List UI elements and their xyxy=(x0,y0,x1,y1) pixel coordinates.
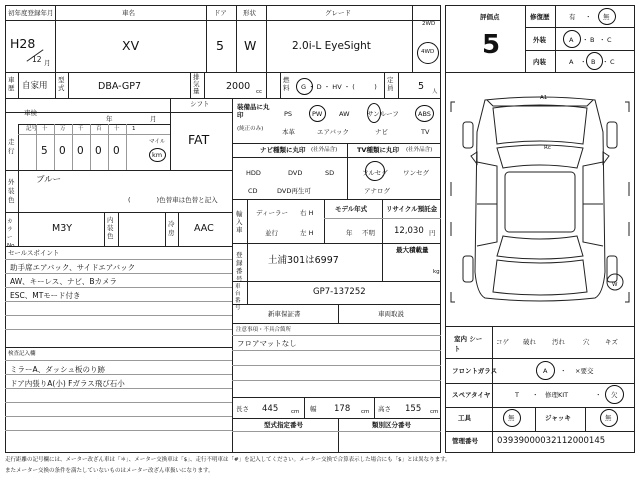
ac-label: 冷房 xyxy=(168,220,175,237)
import-parallel: 並行 xyxy=(265,229,278,237)
owner-manual: 車両取説 xyxy=(378,310,404,318)
exterior-opt-dot1: ・ xyxy=(582,36,589,44)
mileage-col-head: 十 xyxy=(114,126,120,132)
equipment-title: 装備品に丸印 xyxy=(237,103,270,119)
sales-point-1: 助手席エアバック、サイドエアバック xyxy=(10,263,136,272)
displacement-label: 排気量 xyxy=(193,73,200,95)
grade-value: 2.0i-L EyeSight xyxy=(292,40,371,52)
month-unit: 月 xyxy=(44,59,51,67)
first-reg-year: H28 xyxy=(10,36,36,51)
mileage-label: 走行 xyxy=(8,138,15,155)
ac-value: AAC xyxy=(194,223,214,234)
navi-title: ナビ種類に丸印 xyxy=(260,146,306,154)
chassis-label: 車台番号 xyxy=(235,284,241,311)
class-label: 類別区分番号 xyxy=(372,421,411,429)
diagram-w: W xyxy=(612,282,618,288)
tv-oneseg: ワンセグ xyxy=(403,169,429,177)
navi-dvd: DVD xyxy=(288,169,303,177)
fuel-options: G ・ D ・ HV ・ ( ) xyxy=(301,83,377,91)
length-unit: cm xyxy=(291,409,300,415)
model-year-unit: 年 xyxy=(346,229,353,237)
mileage-col-head: 千 xyxy=(78,126,84,132)
capacity-label: 定員 xyxy=(387,76,394,92)
diagram-rc: Rc xyxy=(544,145,551,151)
mileage-digit: 0 xyxy=(113,145,120,157)
spare-opt-dot1: ・ xyxy=(532,391,539,399)
inspector-note-2: ドア内張りA(小) Fガラス飛び石小 xyxy=(10,379,125,388)
mileage-col-head: 十 xyxy=(42,126,48,132)
front-glass-replace: ×要交 xyxy=(575,367,594,375)
notes-title: 注意事項・不具合箇所 xyxy=(236,327,292,333)
footer-line-2: またメーター交換の条件を満たしていないものはメーター改ざん車扱いになります。 xyxy=(5,468,214,474)
interior-opt-b: B xyxy=(591,58,596,66)
equip-aw: AW xyxy=(339,110,350,118)
capacity-unit: 人 xyxy=(432,89,438,95)
navi-note: (社外品含) xyxy=(311,147,338,153)
mileage-sub-label: 記号 xyxy=(26,126,38,132)
registration-label: 登録番号 xyxy=(236,251,243,283)
spare-tire-label: スペアタイヤ xyxy=(452,391,491,399)
interior-opt-c: C xyxy=(610,58,615,66)
model-year-label: モデル年式 xyxy=(335,205,368,213)
capacity-value: 5 xyxy=(418,81,425,92)
equip-leather: 本革 xyxy=(282,128,295,136)
model-value: DBA-GP7 xyxy=(98,81,142,92)
spare-opt-missing: 欠 xyxy=(611,391,618,399)
notes-value: フロアマットなし xyxy=(237,339,297,348)
tv-title: TV種類に丸印 xyxy=(357,146,399,154)
interior-opt-dot2: ・ xyxy=(602,58,609,66)
front-glass-dot: ・ xyxy=(560,367,567,375)
sales-point-3: ESC、MTモード付き xyxy=(10,291,81,300)
score-label: 評価点 xyxy=(480,13,500,21)
seat-hole: 穴 xyxy=(583,338,590,346)
tv-analog: アナログ xyxy=(364,187,390,195)
import-dealer: ディーラー xyxy=(256,209,288,217)
tv-note: (社外品含) xyxy=(406,147,433,153)
chassis-value: GP7-137252 xyxy=(313,287,366,297)
tools-value: 無 xyxy=(508,414,515,422)
repair-label: 修復歴 xyxy=(530,13,550,21)
control-value: 0393900003211200014​5 xyxy=(497,436,606,446)
km-label: km xyxy=(152,151,163,159)
drive-4wd: 4WD xyxy=(421,49,435,55)
repair-opt-yes: 有 xyxy=(569,13,576,21)
spare-opt-t: T xyxy=(515,391,519,399)
exterior-opt-c: C xyxy=(607,36,612,44)
front-glass-a: A xyxy=(543,367,548,375)
interior-color-label: 内装色 xyxy=(107,216,114,240)
import-right: 右 H xyxy=(300,209,314,217)
jack-value: 無 xyxy=(605,414,612,422)
mileage-digit: 5 xyxy=(41,145,48,157)
navi-sd: SD xyxy=(325,169,335,177)
type-designation-label: 型式指定番号 xyxy=(264,421,303,429)
exterior-opt-b: B xyxy=(590,36,595,44)
max-load-kg: kg xyxy=(433,269,440,275)
seat-burn: コゲ xyxy=(496,338,509,346)
equip-ps: PS xyxy=(284,110,293,118)
equipment-subtitle: (純正のみ) xyxy=(237,126,264,132)
seat-dirt: 汚れ xyxy=(552,338,565,346)
inspector-note-1: ミラーA、ダッシュ板のり跡 xyxy=(10,365,105,374)
exterior-opt-dot2: ・ xyxy=(599,36,606,44)
import-label: 輸入車 xyxy=(236,210,243,234)
shift-value: FAT xyxy=(188,132,210,147)
max-load-label: 最大積載量 xyxy=(396,246,429,254)
model-year-unknown: 不明 xyxy=(362,229,375,237)
car-damage-diagram xyxy=(445,72,635,326)
mile-label: マイル xyxy=(149,139,166,145)
drive-2wd: 2WD xyxy=(422,21,436,27)
height-value: 155 xyxy=(405,404,422,414)
equip-tv: TV xyxy=(421,128,430,136)
color-code-value: M3Y xyxy=(52,223,73,234)
inspection-year-unit: 年 xyxy=(106,115,113,123)
shift-label: シフト xyxy=(190,100,210,108)
shape-value: W xyxy=(244,38,257,53)
import-left: 左 H xyxy=(300,229,314,237)
front-glass-label: フロントガラス xyxy=(452,367,498,375)
repair-opt-dot: ・ xyxy=(585,13,592,21)
tools-label: 工具 xyxy=(458,414,471,422)
model-label: 型式 xyxy=(58,76,65,92)
color-code-label: カラー No. xyxy=(7,219,17,249)
name-label: 車名 xyxy=(122,9,135,17)
width-value: 178 xyxy=(334,404,351,414)
inspector-label: 検査記入欄 xyxy=(8,351,36,357)
seat-scratch: キズ xyxy=(605,338,618,346)
recycle-value: 12,030 xyxy=(394,226,424,236)
navi-hdd: HDD xyxy=(246,169,261,177)
spare-opt-dot2: ・ xyxy=(595,391,602,399)
equip-navi: ナビ xyxy=(375,128,388,136)
exterior-color-label: 外装色 xyxy=(8,178,15,204)
spare-opt-kit: 修理KIT xyxy=(545,391,569,399)
name-value: XV xyxy=(122,38,140,53)
first-reg-month: 12 xyxy=(32,55,42,64)
displacement-value: 2000 xyxy=(226,81,251,92)
registration-value: 土浦301は6997 xyxy=(268,255,339,266)
fuel-label: 燃料 xyxy=(283,76,290,92)
exterior-color-value: ブルー xyxy=(36,175,62,185)
footer-line-1: 走行距離の記号欄には、メーター改ざん車は「＊」、メーター交換車は「$」、走行不明車は「#」を記入してください。メーター交換で合算表示した場合にも「$」とは異なります。 xyxy=(5,457,451,463)
door-label: ドア xyxy=(214,9,227,17)
length-value: 445 xyxy=(262,404,279,414)
grade-label: グレード xyxy=(325,9,351,17)
equip-pw: PW xyxy=(312,110,323,118)
tv-fullseg: フルセグ xyxy=(362,169,388,177)
diagram-a1: A1 xyxy=(540,95,548,101)
sales-points-label: セールスポイント xyxy=(8,249,60,257)
mileage-digit: 0 xyxy=(95,145,102,157)
recycle-label: リサイクル預託金 xyxy=(386,205,438,213)
mileage-digit: 0 xyxy=(77,145,84,157)
use-label: 車歴 xyxy=(8,76,15,92)
mileage-col-head: 百 xyxy=(96,126,102,132)
shape-label: 形状 xyxy=(243,9,256,17)
navi-dvd-play: DVD再生可 xyxy=(277,187,311,195)
score-value: 5 xyxy=(482,30,501,60)
interior-label: 内装 xyxy=(533,58,546,66)
height-label: 高さ xyxy=(378,405,391,413)
mileage-col-head: 万 xyxy=(60,126,66,132)
exterior-color-note: ( )色替車は色替と記入 xyxy=(128,196,218,204)
door-value: 5 xyxy=(216,38,224,53)
interior-seat-label: 室内 シート xyxy=(454,335,483,353)
mileage-digit: 0 xyxy=(59,145,66,157)
interior-opt-dot1: ・ xyxy=(580,58,587,66)
new-car-warranty: 新車保証書 xyxy=(268,310,301,318)
equip-airbag: エアバック xyxy=(317,128,349,136)
jack-label: ジャッキ xyxy=(545,414,571,422)
inspection-label: 車検 xyxy=(24,109,37,117)
seat-tear: 破れ xyxy=(523,338,536,346)
use-value: 自家用 xyxy=(22,81,48,91)
height-unit: cm xyxy=(430,409,439,415)
width-unit: cm xyxy=(361,409,370,415)
first-reg-label: 初年度登録年月 xyxy=(8,9,54,17)
width-label: 幅 xyxy=(310,405,317,413)
control-label: 管理番号 xyxy=(452,437,478,445)
exterior-opt-a: A xyxy=(569,36,574,44)
recycle-unit: 円 xyxy=(429,229,436,237)
navi-cd: CD xyxy=(248,187,258,195)
inspection-month-unit: 月 xyxy=(150,115,157,123)
mileage-col-head: 1 xyxy=(132,126,136,132)
length-label: 長さ xyxy=(236,405,249,413)
displacement-unit: cc xyxy=(256,89,263,95)
interior-opt-a: A xyxy=(569,58,574,66)
equip-abs: ABS xyxy=(418,110,431,118)
sales-point-2: AW、キーレス、ナビ、Bカメラ xyxy=(10,277,118,286)
exterior-label: 外装 xyxy=(533,36,546,44)
equip-sunroof: サンルーフ xyxy=(367,110,399,118)
repair-opt-no: 無 xyxy=(603,13,610,21)
